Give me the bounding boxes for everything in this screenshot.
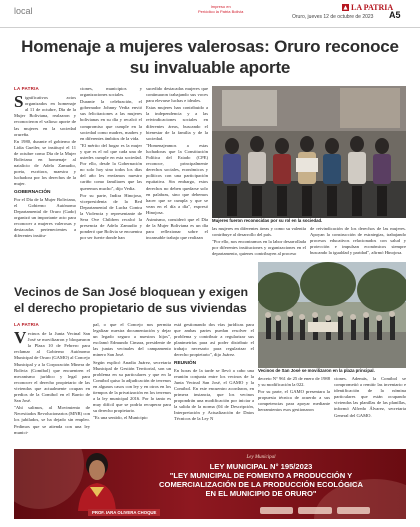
story2-photo [258,262,406,368]
paper-kicker [198,4,243,14]
story1-column-4 [212,226,306,258]
sponsor-logo-icon [337,507,370,514]
banner-title-line4: EN EL MUNICIPIO DE ORURO" [205,489,317,498]
story2-col1-p2: "Ahí salimos, al Movimiento de Necesitados Revolucionarios (MNR) con los jubilados, se ha dejado sin empleo. Pedimos que se atienda con una ley munici- [14,405,90,435]
story2-subhead: REUNIÓN [174,360,197,366]
story2-caption-text: Vecinos de San José se movilizaron en la plaza principal. [258,368,375,373]
page-number: A5 [389,10,401,20]
story2-column-4 [258,376,330,415]
story2-col2-p2: Según explicó Anadia Juárez, secretaria Municipal de Gestión Territorial, son un problema en su particulares y que en la Comibol quiso la adjudicación de terrenos en algunos casos con ley y en otros en los tiempos de la privatización en los terrenos a la ley municipal 2016. Por lo tanto es muy difícil que se podría recuperar para su derecho propietario. [93,359,171,414]
municipal-law-banner [14,449,406,519]
story1-col3-p2: Estas mujeres han contribuido a la independencia y a las reivindicaciones sociales en diferentes áreas, buscando el bienestar de la familia y de la sociedad. [146,105,208,141]
story2-headline: Vecinos de San José bloquean y exigen el derecho propietario de sus viviendas [14,285,249,315]
newspaper-logo [342,3,393,12]
story2-column-3 [174,322,254,424]
page-header [0,0,420,28]
story2-col4-p2: Por su parte, el GAMO presentara la propuesta técnica de acuerdo a sus competencias para apoyar mediante herramientos esos gestionaron [258,389,330,413]
story2-column-1 [14,322,90,437]
story2-col4-p1: decreto N° 961 de 25 de enero de 1988 y su modificación la 022. [258,376,330,388]
official-portrait [74,451,120,511]
story1-col3-p4: Asimismo, consideró que el Día de la Mujer Boliviana es un día para reflexionar sobre el incansable trabajo que realizan [146,216,208,241]
ceremony-photo-image [212,86,406,219]
story2-col3-p2: En horas de la tarde se llevó a cabo una reunión conjunta entre los vecinos de la Junta Vecinal San José, el GAMO y la Comibol. En este encuentro acordaron, en primera instancia, que los vecinos propondrán una modificación por iniciar a la salida de la norma (04 de Descripción, Interpretación y Actualización de Datos Técnicos de la Ley N [174,367,254,422]
story1-col1-p2: En 1980, durante el gobierno de Lidia Gueiler, se instituyó el 11 de octubre como Día de la Mujer Boliviana en homenaje al natalicio de Adela Zamudio, poeta, escritora, maestra y luchadora por los derechos de la mujer. [14,138,76,187]
story1-col2-p4: Por su parte, Indira Hinojosa, vicepresidenta de la Red Departamental de Lucha Contra la Violencia y representante de Sera Ove Children recalcó la presencia de Adela Zamudio y ponderó que Bolivia se encuentra por ser fuerte donde han [80,192,142,241]
story1-headline: Homenaje a mujeres valerosas: Oruro reconoce su invaluable aporte [21,37,399,77]
story2-col1-p1 [14,328,90,404]
story1-col1-p1-text: ignificativos actos organizados en homenaje al 11 de octubre, Día de la Mujer Boliviana, realzaron y reconocieron el valioso aporte de las mujeres en la sociedad orureña. [14,95,76,137]
issue-date: Oruro, jueves 12 de octubre de 2023 [292,14,374,20]
story1-column-3 [146,86,208,242]
story1-column-1 [14,86,76,240]
story1-dropcap: S [14,92,24,112]
story2-col2-p3: "Es una sentido, el Municipio [93,415,148,421]
story1-column-5 [310,226,406,257]
banner-kicker: Ley Municipal [246,455,276,460]
banner-title [126,462,396,498]
logo-mark-icon [342,4,349,11]
story2-caption [258,368,406,374]
section-label: local [14,6,33,16]
story1-col3-p1: sucedido destacadas mujeres que continuaron trabajando sus voces para elevarse luchas e ideales. [146,86,208,104]
story1-subhead: GOBERNACIÓN [14,189,51,195]
banner-sponsor-logos [260,505,370,515]
story2-col2-p1: pal, o que el Concejo nos permita legalizar nuestra documentación y dejar un legado seguro a nuestros hijos", exclamó Edmundo Cimara, presidente de las juntas vecinales del campamento minero San José. [93,322,171,358]
story1-col3-p3: "Homenajeamos a estas luchadoras que la Constitución Política del Estado (CPE) reconoce, principalmente derechos sociales, económicos y políticos con una participación equitativa. Sin embargo, estos derechos no deben quedarse solo en palabras, sino que debemos hacer que se cumpla y que se vean en el día a día", expresó Hinojosa. [146,142,208,215]
story1-col2-p1: ciones, municipios y organizaciones sociales. [80,86,142,98]
story1-col1-p3: Por el Día de la Mujer Boliviana, el Gobierno Autónomo Departamental de Oruro (Gado) organizó un importante acto para reconocer a mujeres valerosas y destacadas pertenecientes a diferentes institu- [14,196,76,239]
banner-text [126,455,396,498]
story2-col5-p1: ciones. Además, la Comibol se comprometió a remitir las inventario e identificación de la nómina particulares que están ocupando viviendas las planillas de las planillas, informó Alfredo Álvarez, secretaria General del GAMO. [334,376,406,418]
story1-kicker: LA PATRIA [14,86,39,91]
banner-title-line3: COMERCIALIZACIÓN DE LA PRODUCCIÓN ECOLÓGICA [159,480,363,489]
paper-kicker-line2: Periódico la Patria Bolivia [198,9,244,14]
story1-column-2 [80,86,142,242]
story1-col1-p1 [14,92,76,138]
story1-photo [212,86,406,219]
paper-kicker-line1: Impreso en [210,4,231,9]
story2-column-5 [334,376,406,420]
sponsor-logo-icon [260,507,293,514]
story2-col3-p1: está gestionando dos vías jurídicas para que ambas partes puedan resolver el problema y contribuir a regularizar sus planimetrías para así poder distribuir el trabajo necesario para regularizar el derecho propietario", dijo Juárez. [174,322,254,358]
story2-col1-p1-text: ecinos de la Junta Vecinal San José se movilizaron y bloquearon la Plaza 10 de Febrero para reclamar al Gobierno Autónomo Municipal de Oruro (GAMO) al Concejo Municipal y a la Corporación Minera de Bolivia (Comibol) que encuentren el mecanismo jurídico y legal para reconocer el derecho propietario de las viviendas que actualmente ocupan en predios de la Comibol en el Barrio de San José. [14,331,90,404]
story1-col4-p2: "Por ello, nos encontramos en la labor desarrollada por diferentes instituciones y organizaciones en el departamento, quienes contribuyen al proceso [212,239,306,257]
story2-dropcap: V [14,328,27,348]
banner-title-line2: "LEY MUNICIPAL DE FOMENTO A PRODUCCIÓN Y [169,471,353,480]
story1-col2-p2: Durante la celebración, el gobernador Johnny Vedia envió sus felicitaciones a las mujeres bolivianas en su día y recalcó el compromiso que cumple en la sociedad como madres, madres y en diferentes ámbitos de la vida. [80,99,142,141]
story2-column-2 [93,322,171,423]
protest-photo-image [258,262,406,368]
official-name: PROF. IARA OLIVERA CHOQUE [88,509,160,516]
story1-col5-p1: de reivindicación de los derechos de las mujeres. Apoyan la construcción de estrategias, trabajando procesos educativos relacionados con salud y protección e impulsan económicos siempre buscando la igualdad y paridad", afirmó Hinojosa. [310,226,406,256]
logo-text: LA PATRIA [351,3,394,12]
story1-col4-p1: las mujeres en diferentes áreas y como su valentía contribuye al desarrollo del país. [212,226,306,238]
story1-caption [212,218,406,224]
portrait-image [74,451,120,511]
story1-col2-p3: "El mérito del hogar es la mujer y que es el rol que cada una de ustedes cumple en esta sociedad. Por ello, desde la Gobernación no solo hoy sino todos los días del año les envíamos nuestro cariño como familiares que las queremos mucho", dijo Vedia. [80,142,142,191]
banner-title-line1: LEY MUNICIPAL N° 195/2023 [209,462,313,471]
story1-caption-text: Mujeres fueron reconocidas por su rol en la sociedad. [212,218,323,223]
sponsor-logo-icon [298,507,331,514]
story2-kicker: LA PATRIA [14,322,39,327]
